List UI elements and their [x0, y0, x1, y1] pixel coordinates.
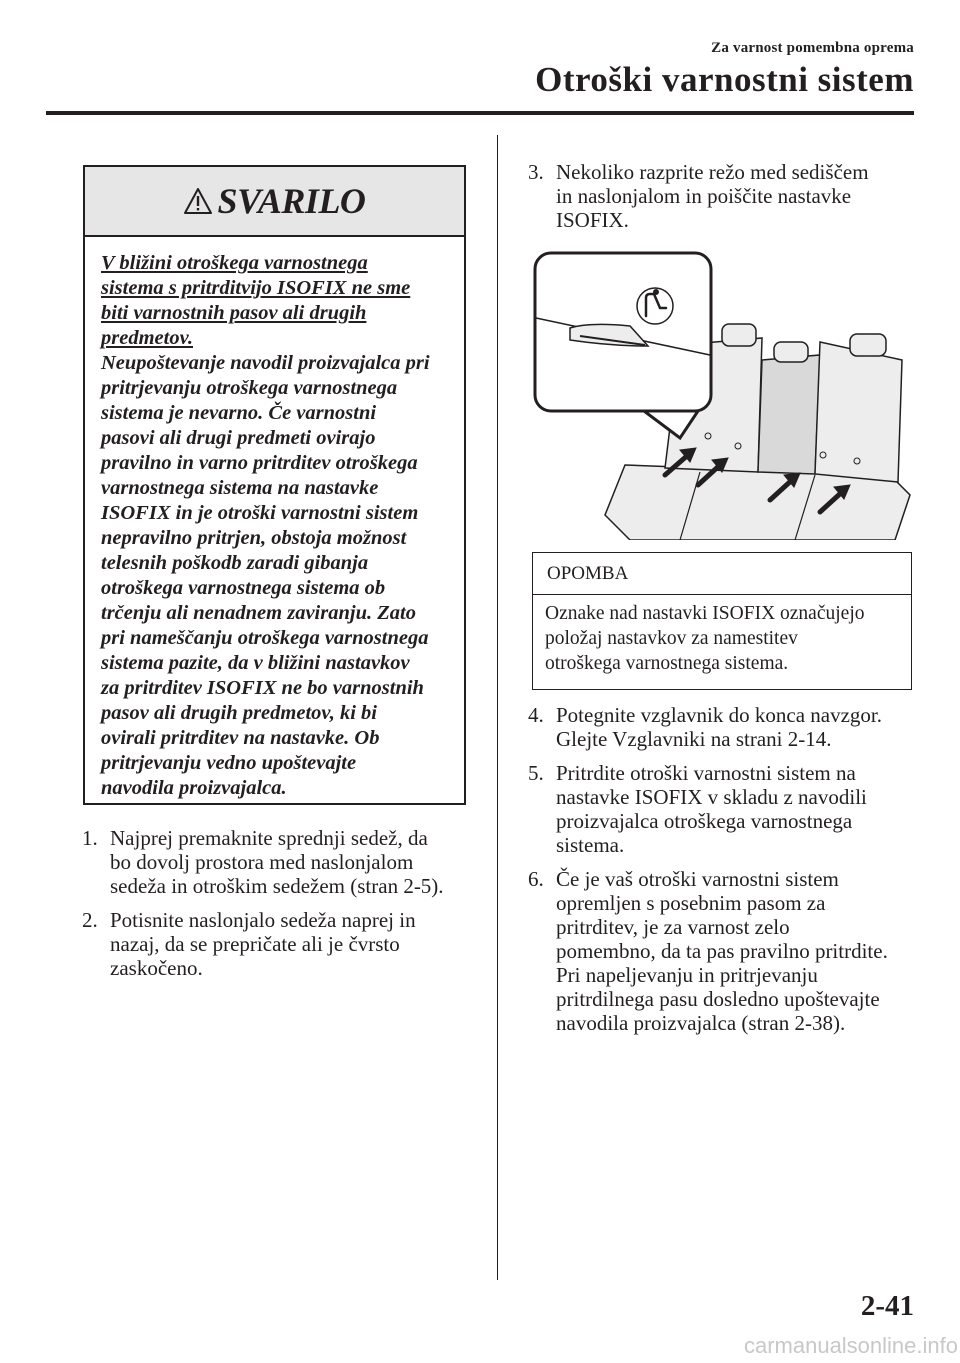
warning-text-line: ovirali pritrditev na nastavke. Ob — [101, 727, 380, 749]
section-title: Otroški varnostni sistem — [535, 60, 914, 99]
steps-list-right-bottom — [528, 703, 918, 1045]
isofix-child-seat-icon — [637, 288, 673, 324]
warning-box — [83, 165, 466, 805]
step-text-line: Glejte Vzglavniki na strani 2-14. — [556, 727, 832, 751]
warning-title: SVARILO — [217, 181, 366, 221]
step-item — [528, 761, 918, 857]
header-rule — [46, 111, 914, 115]
seat-back-center — [758, 355, 820, 474]
headrest-left — [722, 324, 756, 346]
step-item — [82, 908, 482, 980]
step-text-line: navodila proizvajalca (stran 2-38). — [556, 1011, 846, 1035]
step-text — [110, 908, 482, 980]
step-text-line: Pri napeljevanju in pritrjevanju — [556, 963, 818, 987]
warning-triangle-icon — [184, 187, 212, 215]
warning-body — [85, 237, 464, 801]
warning-text-line: sistema je nevarno. Če varnostni — [101, 402, 377, 424]
step-text-line: pritrditev, je za varnost zelo — [556, 915, 790, 939]
note-line: otroškega varnostnega sistema. — [545, 653, 789, 674]
step-number: 3. — [528, 160, 544, 184]
section-label: Za varnost pomembna oprema — [711, 40, 914, 56]
warning-text-line: varnostnega sistema na nastavke — [101, 477, 379, 499]
step-text-line: sistema. — [556, 833, 625, 857]
warning-text-line: pri nameščanju otroškega varnostnega — [101, 627, 429, 649]
step-text-line: zaskočeno. — [110, 956, 203, 980]
step-text — [556, 761, 918, 857]
steps-list-left — [82, 826, 482, 990]
headrest-center — [774, 342, 808, 362]
warning-text-line: sistema pazite, da v bližini nastavkov — [101, 652, 410, 674]
step-text-line: pomembno, da ta pas pravilno pritrdite. — [556, 939, 888, 963]
step-number: 6. — [528, 867, 544, 891]
step-text-line: Če je vaš otroški varnostni sistem — [556, 867, 839, 891]
step-item — [528, 703, 918, 751]
warning-text-line: Neupoštevanje navodil proizvajalca pri — [101, 352, 430, 374]
step-text-line: Nekoliko razprite režo med sediščem — [556, 160, 869, 184]
step-text-line: Pritrdite otroški varnostni sistem na — [556, 761, 856, 785]
step-text-line: pritrdilnega pasu dosledno upoštevajte — [556, 987, 880, 1011]
warning-text-line: ISOFIX in je otroški varnostni sistem — [101, 502, 419, 524]
warning-text-line: pritrjevanju vedno upoštevajte — [101, 752, 357, 774]
step-text-line: opremljen s posebnim pasom za — [556, 891, 826, 915]
step-text — [556, 703, 918, 751]
step-text-line: in naslonjalom in poiščite nastavke — [556, 184, 852, 208]
step-number: 1. — [82, 826, 98, 850]
step-item — [528, 160, 918, 232]
warning-text-line: pritrjevanju otroškega varnostnega — [101, 377, 398, 399]
note-box — [532, 552, 912, 690]
note-line: položaj nastavkov za namestitev — [545, 628, 798, 649]
warning-lead-line: predmetov. — [101, 327, 194, 349]
warning-text-line: telesnih poškodb zaradi gibanja — [101, 552, 369, 574]
step-number: 5. — [528, 761, 544, 785]
warning-text-line: za pritrditev ISOFIX ne bo varnostnih — [101, 677, 424, 699]
step-item — [528, 867, 918, 1035]
step-text-line: proizvajalca otroškega varnostnega — [556, 809, 853, 833]
steps-list-right-top — [528, 160, 918, 242]
step-number: 2. — [82, 908, 98, 932]
step-text — [110, 826, 482, 898]
warning-lead-line: sistema s pritrditvijo ISOFIX ne sme — [101, 277, 411, 299]
step-text — [556, 867, 918, 1035]
note-title: OPOMBA — [533, 553, 911, 595]
warning-lead-line: biti varnostnih pasov ali drugih — [101, 302, 367, 324]
warning-text-line: pasov ali drugih predmetov, ki bi — [101, 702, 377, 724]
warning-text-line: nepravilno pritrjen, obstoja možnost — [101, 527, 407, 549]
step-text-line: ISOFIX. — [556, 208, 629, 232]
warning-text-line: pasovi ali drugi predmeti ovirajo — [101, 427, 376, 449]
warning-text-line: navodila proizvajalca. — [101, 777, 287, 799]
seat-back-right — [815, 342, 902, 482]
warning-text — [101, 351, 448, 801]
step-text-line: bo dovolj prostora med naslonjalom — [110, 850, 414, 874]
column-divider — [497, 135, 498, 1280]
step-text-line: nazaj, da se prepričate ali je čvrsto — [110, 932, 400, 956]
warning-text-line: otroškega varnostnega sistema ob — [101, 577, 386, 599]
headrest-right — [850, 334, 886, 356]
step-number: 4. — [528, 703, 544, 727]
step-text-line: sedeža in otroškim sedežem (stran 2-5). — [110, 874, 444, 898]
step-text-line: Potegnite vzglavnik do konca navzgor. — [556, 703, 883, 727]
page-number: 2-41 — [860, 1290, 914, 1322]
step-item — [82, 826, 482, 898]
note-text — [533, 595, 911, 676]
step-text — [556, 160, 918, 232]
note-line: Oznake nad nastavki ISOFIX označujejo — [545, 603, 865, 624]
step-text-line: Najprej premaknite sprednji sedež, da — [110, 826, 428, 850]
warning-text-line: trčenju ali nenadnem zaviranju. Zato — [101, 602, 416, 624]
warning-lead — [101, 251, 448, 351]
warning-lead-line: V bližini otroškega varnostnega — [101, 252, 368, 274]
step-text-line: Potisnite naslonjalo sedeža naprej in — [110, 908, 416, 932]
warning-header — [85, 167, 464, 237]
warning-text-line: pravilno in varno pritrditev otroškega — [101, 452, 418, 474]
watermark: carmanualsonline.info — [743, 1333, 958, 1358]
seat-isofix-illustration — [530, 250, 915, 540]
step-text-line: nastavke ISOFIX v skladu z navodili — [556, 785, 867, 809]
